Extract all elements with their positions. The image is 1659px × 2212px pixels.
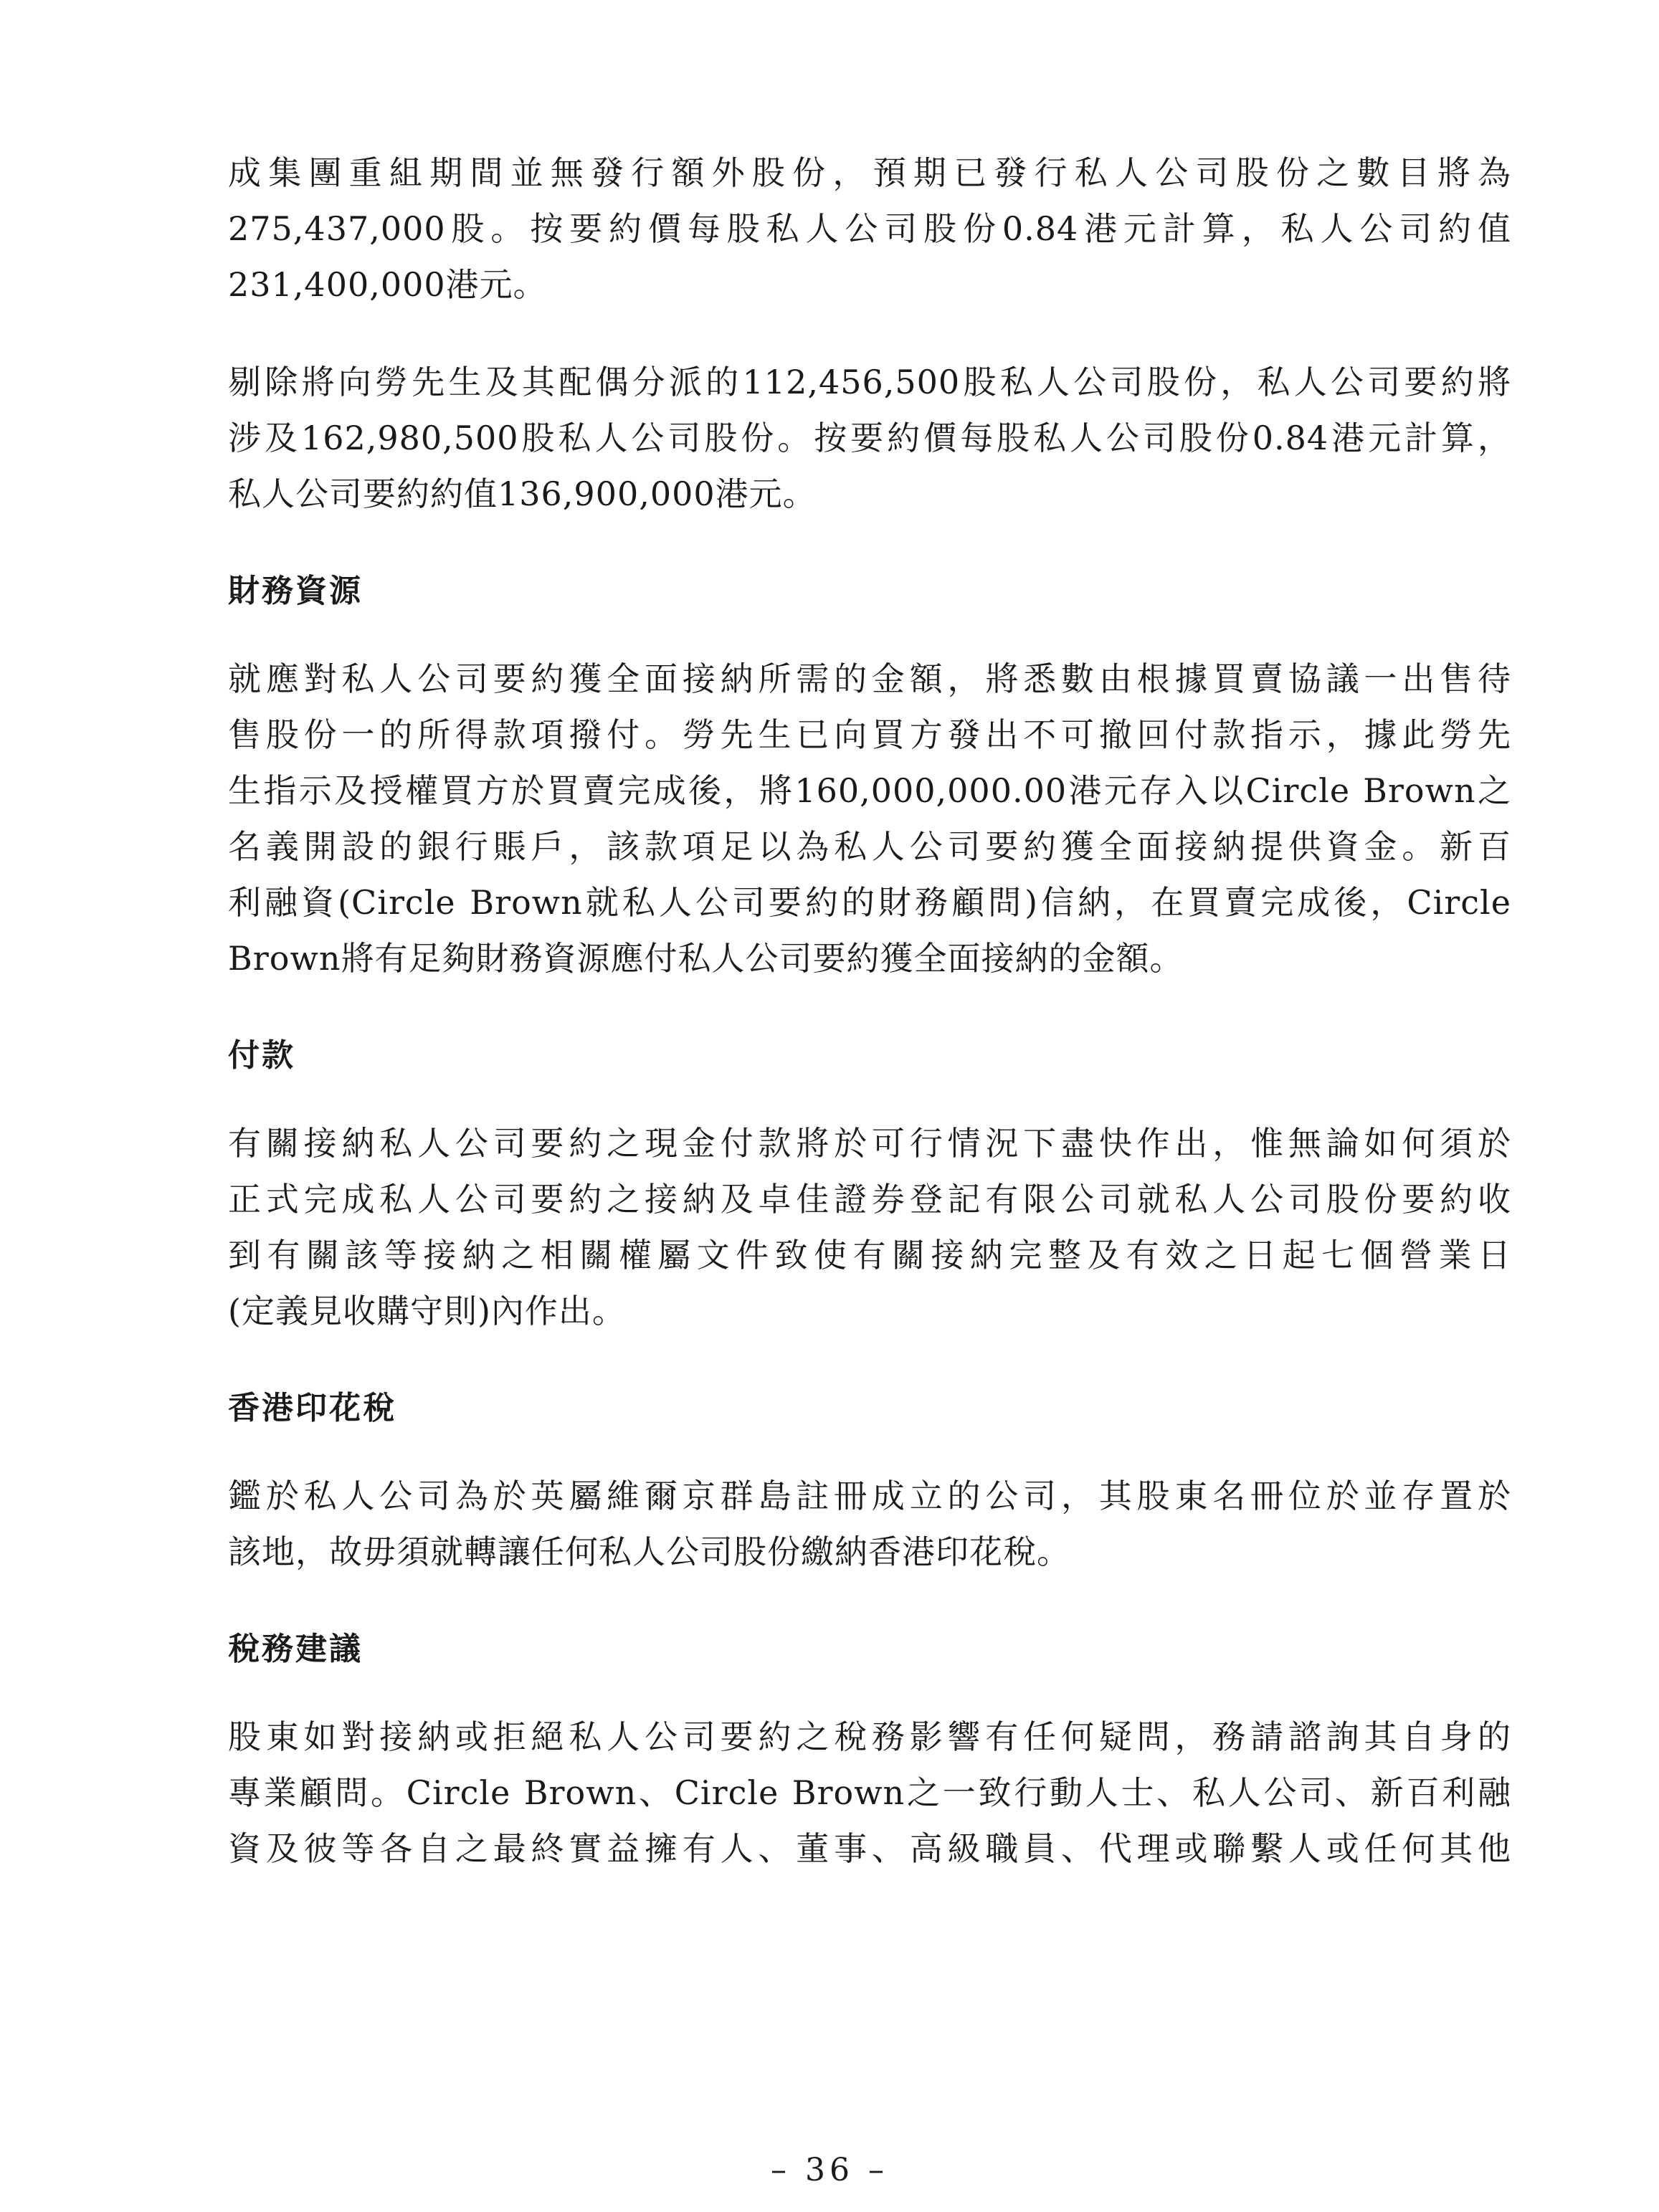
section-heading-stamp-duty: 香港印花稅 <box>228 1390 396 1426</box>
document-body <box>228 145 1511 1918</box>
text-line: 股東如對接納或拒絕私人公司要約之稅務影響有任何疑問，務請諮詢其自身的 <box>228 1717 1511 1756</box>
section-heading-payment: 付款 <box>228 1037 295 1074</box>
text-line: 售股份一的所得款項撥付。勞先生已向買方發出不可撤回付款指示，據此勞先 <box>228 715 1511 754</box>
text-line: 275,437,000股。按要約價每股私人公司股份0.84港元計算，私人公司約值 <box>228 209 1511 248</box>
text-line: 正式完成私人公司要約之接納及卓佳證券登記有限公司就私人公司股份要約收 <box>228 1180 1511 1219</box>
section-heading-tax-advice: 稅務建議 <box>228 1631 363 1667</box>
text-line: 到有關該等接納之相關權屬文件致使有關接納完整及有效之日起七個營業日 <box>228 1236 1511 1274</box>
paragraph-offer-value <box>228 354 1511 522</box>
text-line: 名義開設的銀行賬戶，該款項足以為私人公司要約獲全面接納提供資金。新百 <box>228 827 1511 866</box>
text-line: 該地，故毋須就轉讓任何私人公司股份繳納香港印花稅。 <box>228 1532 1070 1571</box>
text-line: 生指示及授權買方於買賣完成後，將160,000,000.00港元存入以Circle Brown之 <box>228 771 1511 810</box>
text-line: 專業顧問。Circle Brown、Circle Brown之一致行動人士、私人公司、新百利融 <box>228 1773 1511 1812</box>
text-line: 鑑於私人公司為於英屬維爾京群島註冊成立的公司，其股東名冊位於並存置於 <box>228 1477 1511 1515</box>
text-line: 231,400,000港元。 <box>228 265 547 304</box>
paragraph-tax-advice <box>228 1709 1511 1877</box>
paragraph-payment <box>228 1115 1511 1339</box>
text-line: 有關接納私人公司要約之現金付款將於可行情況下盡快作出，惟無論如何須於 <box>228 1124 1511 1163</box>
page-number: – 36 – <box>771 2152 888 2188</box>
section-heading-financial-resources: 財務資源 <box>228 573 363 609</box>
text-line: (定義見收購守則)內作出。 <box>228 1292 626 1330</box>
text-line: 利融資(Circle Brown就私人公司要約的財務顧問)信納，在買賣完成後，Circle <box>228 883 1511 922</box>
paragraph-share-count <box>228 145 1511 313</box>
text-line: 剔除將向勞先生及其配偶分派的112,456,500股私人公司股份，私人公司要約將 <box>228 363 1511 401</box>
text-line: 就應對私人公司要約獲全面接納所需的金額，將悉數由根據買賣協議一出售待 <box>228 659 1511 698</box>
text-line: 涉及162,980,500股私人公司股份。按要約價每股私人公司股份0.84港元計算， <box>228 419 1511 457</box>
text-line: 成集團重組期間並無發行額外股份，預期已發行私人公司股份之數目將為 <box>228 153 1511 192</box>
paragraph-stamp-duty <box>228 1468 1511 1580</box>
text-line: 資及彼等各自之最終實益擁有人、董事、高級職員、代理或聯繫人或任何其他 <box>228 1829 1511 1868</box>
text-line: Brown將有足夠財務資源應付私人公司要約獲全面接納的金額。 <box>228 939 1184 978</box>
text-line: 私人公司要約約值136,900,000港元。 <box>228 475 817 513</box>
paragraph-financial-resources <box>228 651 1511 986</box>
